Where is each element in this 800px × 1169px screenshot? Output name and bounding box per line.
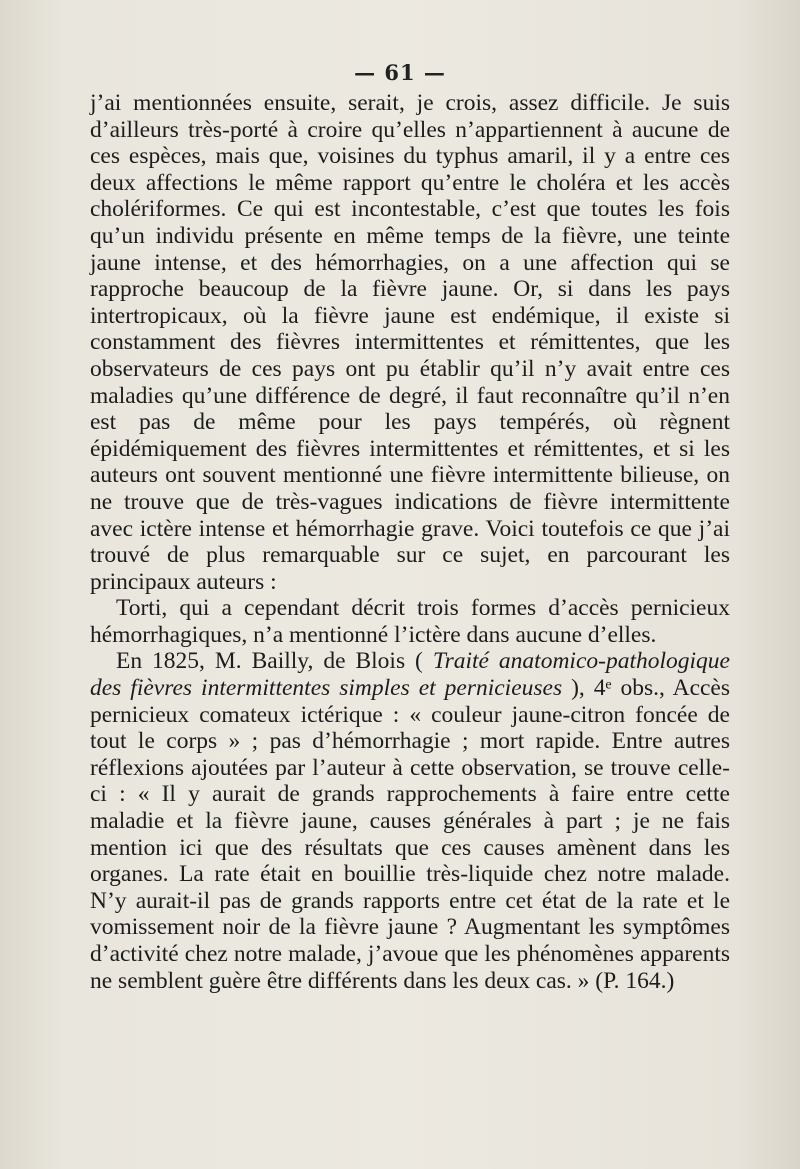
- text-run: j’ai mentionnées ensuite, serait, je crois, assez difficile. Je suis d’ailleurs très-porté à croire qu’elles n’appartiennent à aucune de ces espèces, mais que, voisines du typhus amaril, il y a entre ces deux affections le même rapport qu’entre le choléra et les accès cholériformes. Ce qui est incontestable, c’est que toutes les fois qu’un individu présente en même temps de la fièvre, une teinte jaune intense, et des hémorrhagies, on a une affection qui se rapproche beaucoup de la fièvre jaune. Or, si dans les pays intertropicaux, où la fièvre jaune est endémique, il existe si constamment des fièvres intermittentes et rémittentes, que les observateurs de ces pays ont pu établir qu’il n’y avait entre ces maladies qu’une différence de degré, il faut reconnaître qu’il n’en est pas de même pour les pays tempérés, où règnent épidémiquement des fièvres intermittentes et rémittentes, et si les auteurs ont souvent mentionné une fièvre intermittente bilieuse, on ne trouve que de très-vagues indications de fièvre intermittente avec ictère intense et hémorrhagie grave. Voici toutefois ce que j’ai trouvé de plus remarquable sur ce sujet, en parcourant les principaux auteurs :: [90, 90, 730, 595]
- body-text: [90, 90, 730, 994]
- page-number: — 61 —: [354, 60, 446, 85]
- text-run: En 1825, M. Bailly, de Blois (: [116, 648, 433, 675]
- paragraph: [90, 595, 730, 648]
- paragraph: [90, 648, 730, 994]
- italic-text-run: Traité anatomico-pathologique des fièvres intermittentes simples et pernicieuses: [90, 648, 730, 702]
- text-run: Torti, qui a cependant décrit trois formes d’accès pernicieux hémorrhagiques, n’a mentionné l’ictère dans aucune d’elles.: [90, 595, 730, 648]
- paragraph: [90, 90, 730, 595]
- text-run: ), 4ᵉ obs., Accès pernicieux comateux ictérique : « couleur jaune-citron foncée de tout le corps » ; pas d’hémorrhagie ; mort rapide. Entre autres réflexions ajoutées par l’auteur à cette observation, se trouve celle-ci : « Il y aurait de grands rapprochements à faire entre cette maladie et la fièvre jaune, causes générales à part ; je ne fais mention ici que des résultats que ces causes amènent dans les organes. La rate était en bouillie très-liquide chez notre malade. N’y aurait-il pas de grands rapports entre cet état de la rate et le vomissement noir de la fièvre jaune ? Augmentant les symptômes d’activité chez notre malade, j’avoue que les phénomènes apparents ne semblent guère être différents dans les deux cas. » (P. 164.): [90, 675, 731, 994]
